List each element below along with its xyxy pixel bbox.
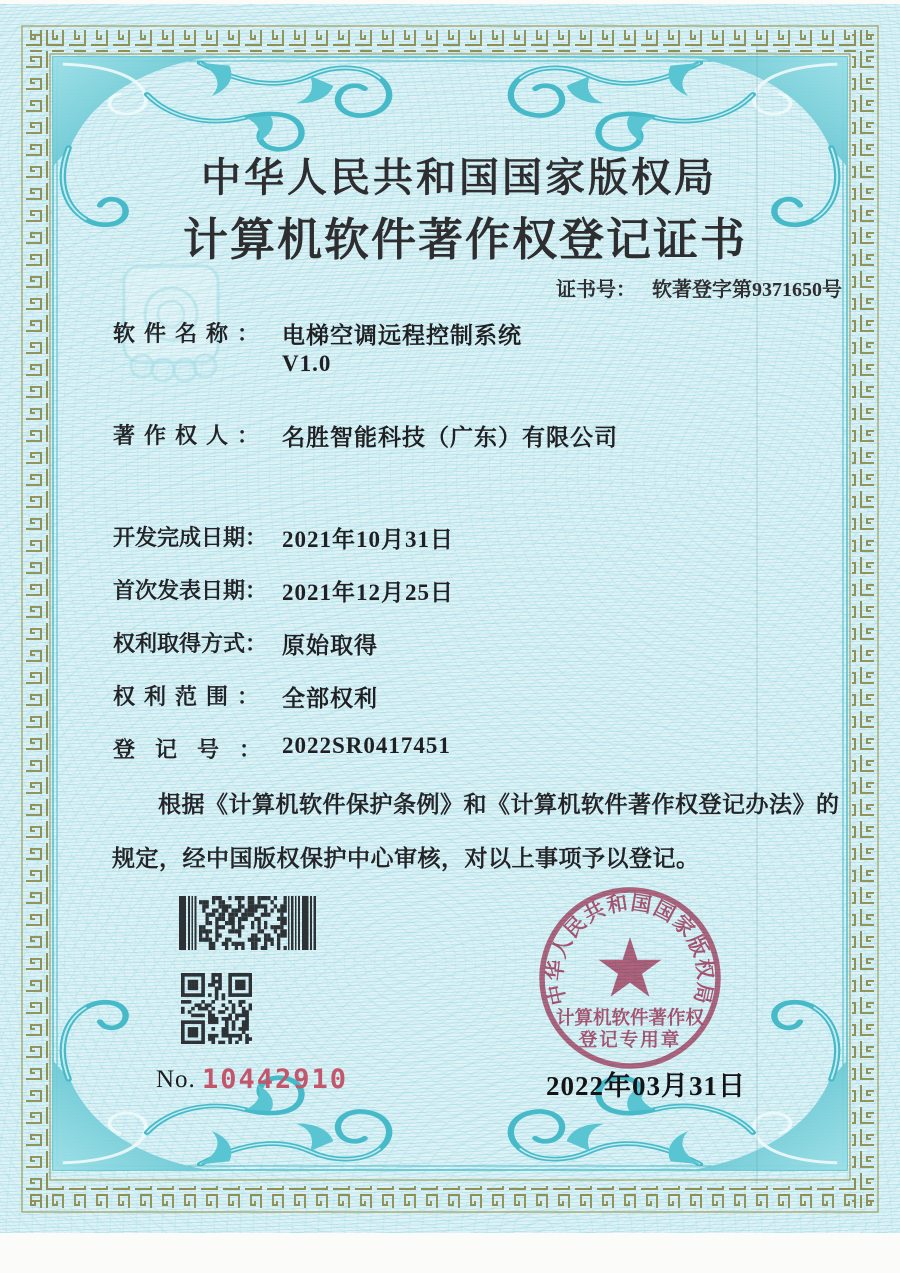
official-seal: [536, 884, 724, 1072]
field-value-first-publish-date: 2021年12月25日: [282, 580, 454, 605]
field-label-acquisition-method: 权利取得方式：: [113, 631, 268, 656]
field-value-registration-number: 2022SR0417451: [282, 733, 451, 758]
statement-line-1: 根据《计算机软件保护条例》和《计算机软件著作权登记办法》的: [158, 792, 840, 817]
seal-line-2: 登记专用章: [578, 1031, 682, 1051]
field-label-rights-scope: 权利范围：: [113, 684, 269, 709]
field-value-completion-date: 2021年10月31日: [282, 527, 454, 552]
seal-line-1: 计算机软件著作权: [555, 1009, 705, 1029]
qr-code: [181, 973, 252, 1044]
statement-line-2: 规定，经中国版权保护中心审核，对以上事项予以登记。: [112, 846, 700, 871]
field-label-registration-number: 登记号：: [113, 737, 282, 762]
field-value-copyright-owner: 名胜智能科技（广东）有限公司: [282, 425, 618, 450]
certificate-number-line: [556, 273, 842, 302]
field-value-acquisition-method: 原始取得: [282, 633, 378, 658]
field-value-software-name: 电梯空调远程控制系统: [282, 323, 522, 348]
issue-date: 2022年03月31日: [546, 1071, 746, 1101]
field-label-copyright-owner: 著作权人：: [113, 423, 269, 448]
field-label-first-publish-date: 首次发表日期：: [113, 578, 268, 603]
serial-number-value: 10442910: [202, 1064, 349, 1095]
certificate-paper: [0, 4, 900, 1233]
seal-ring-text: 中华人民共和国国家版权局: [544, 892, 716, 1007]
star-icon: [599, 937, 662, 997]
certificate-number-value: 软著登字第9371650号: [652, 279, 842, 301]
field-value-rights-scope: 全部权利: [282, 686, 378, 711]
field-value-software-version: V1.0: [282, 351, 332, 376]
authority-title: 中华人民共和国国家版权局: [201, 155, 717, 200]
certificate-title: 计算机软件著作权登记证书: [182, 215, 748, 265]
field-label-software-name: 软件名称：: [113, 321, 269, 346]
pdf417-barcode: [179, 896, 316, 950]
serial-number-label: No.: [156, 1066, 196, 1093]
certificate-number-label: 证书号：: [556, 279, 636, 301]
field-label-completion-date: 开发完成日期：: [113, 525, 268, 550]
